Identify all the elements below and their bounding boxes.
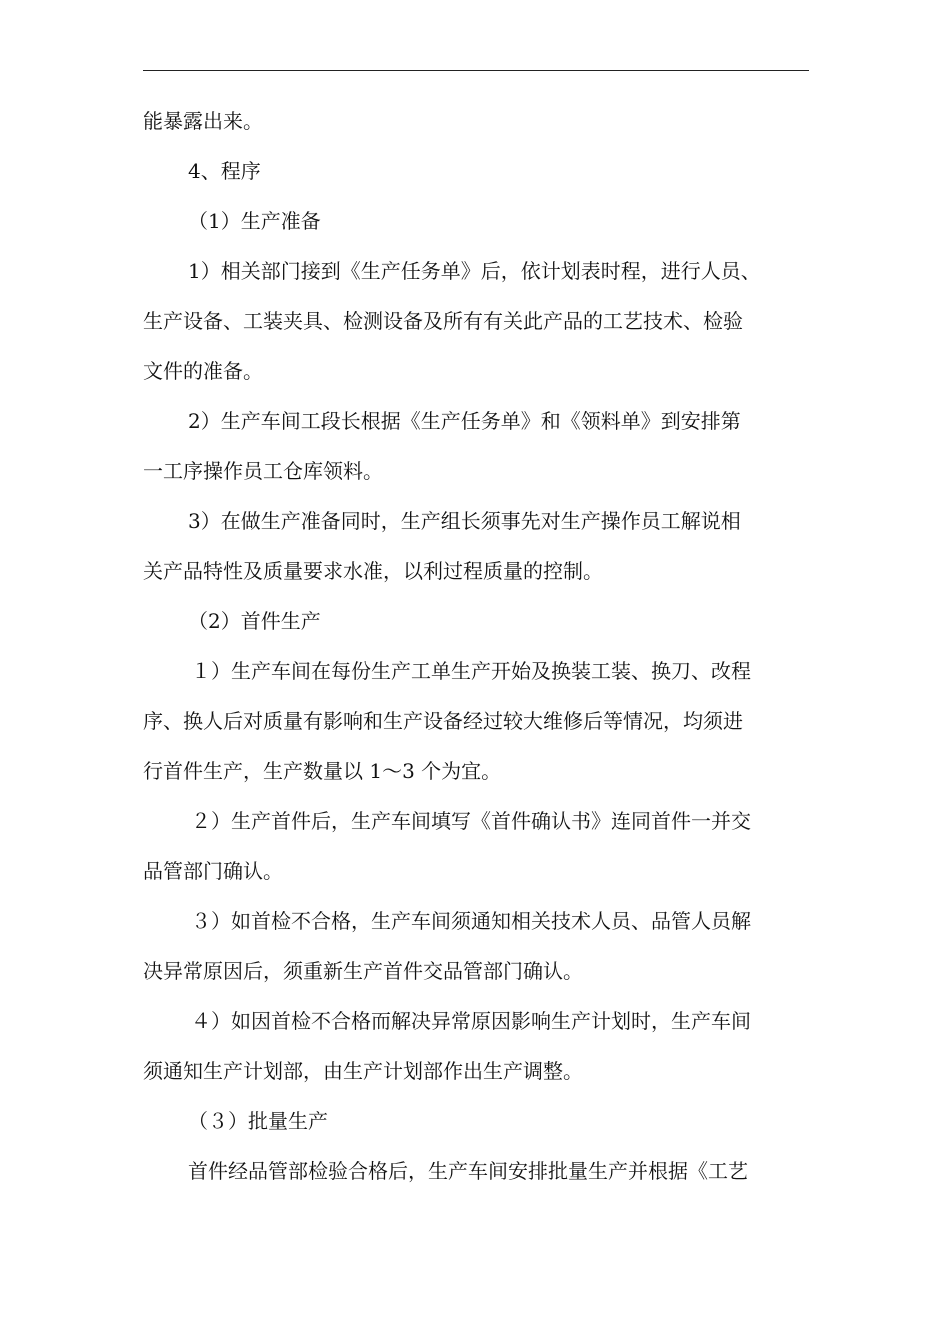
document-body <box>143 96 813 1196</box>
text-line: 一工序操作员工仓库领料。 <box>143 459 383 483</box>
text-line: 生产设备、工装夹具、检测设备及所有有关此产品的工艺技术、检验 <box>143 309 743 333</box>
text-line: 2）生产车间工段长根据《生产任务单》和《领料单》到安排第 <box>188 409 741 433</box>
text-line: 品管部门确认。 <box>143 859 283 883</box>
text-line: 首件经品管部检验合格后，生产车间安排批量生产并根据《工艺 <box>188 1159 748 1183</box>
subsection-heading: （2）首件生产 <box>188 609 321 633</box>
text-line: １）生产车间在每份生产工单生产开始及换装工装、换刀、改程 <box>191 659 751 683</box>
header-rule <box>143 70 809 71</box>
section-heading: 4、程序 <box>188 159 261 183</box>
text-line: 决异常原因后，须重新生产首件交品管部门确认。 <box>143 959 583 983</box>
subsection-heading: （1）生产准备 <box>188 209 321 233</box>
text-line: 能暴露出来。 <box>143 109 263 133</box>
text-line: 序、换人后对质量有影响和生产设备经过较大维修后等情况，均须进 <box>143 709 743 733</box>
text-line: ２）生产首件后，生产车间填写《首件确认书》连同首件一并交 <box>191 809 751 833</box>
text-line: 1）相关部门接到《生产任务单》后，依计划表时程，进行人员、 <box>188 259 761 283</box>
subsection-heading: （３）批量生产 <box>188 1109 328 1133</box>
text-line: 3）在做生产准备同时，生产组长须事先对生产操作员工解说相 <box>188 509 741 533</box>
text-line: 行首件生产，生产数量以 1～3 个为宜。 <box>143 759 502 783</box>
text-line: 文件的准备。 <box>143 359 263 383</box>
text-line: ４）如因首检不合格而解决异常原因影响生产计划时，生产车间 <box>191 1009 751 1033</box>
text-line: 关产品特性及质量要求水准，以利过程质量的控制。 <box>143 559 603 583</box>
text-line: ３）如首检不合格，生产车间须通知相关技术人员、品管人员解 <box>191 909 751 933</box>
text-line: 须通知生产计划部，由生产计划部作出生产调整。 <box>143 1059 583 1083</box>
